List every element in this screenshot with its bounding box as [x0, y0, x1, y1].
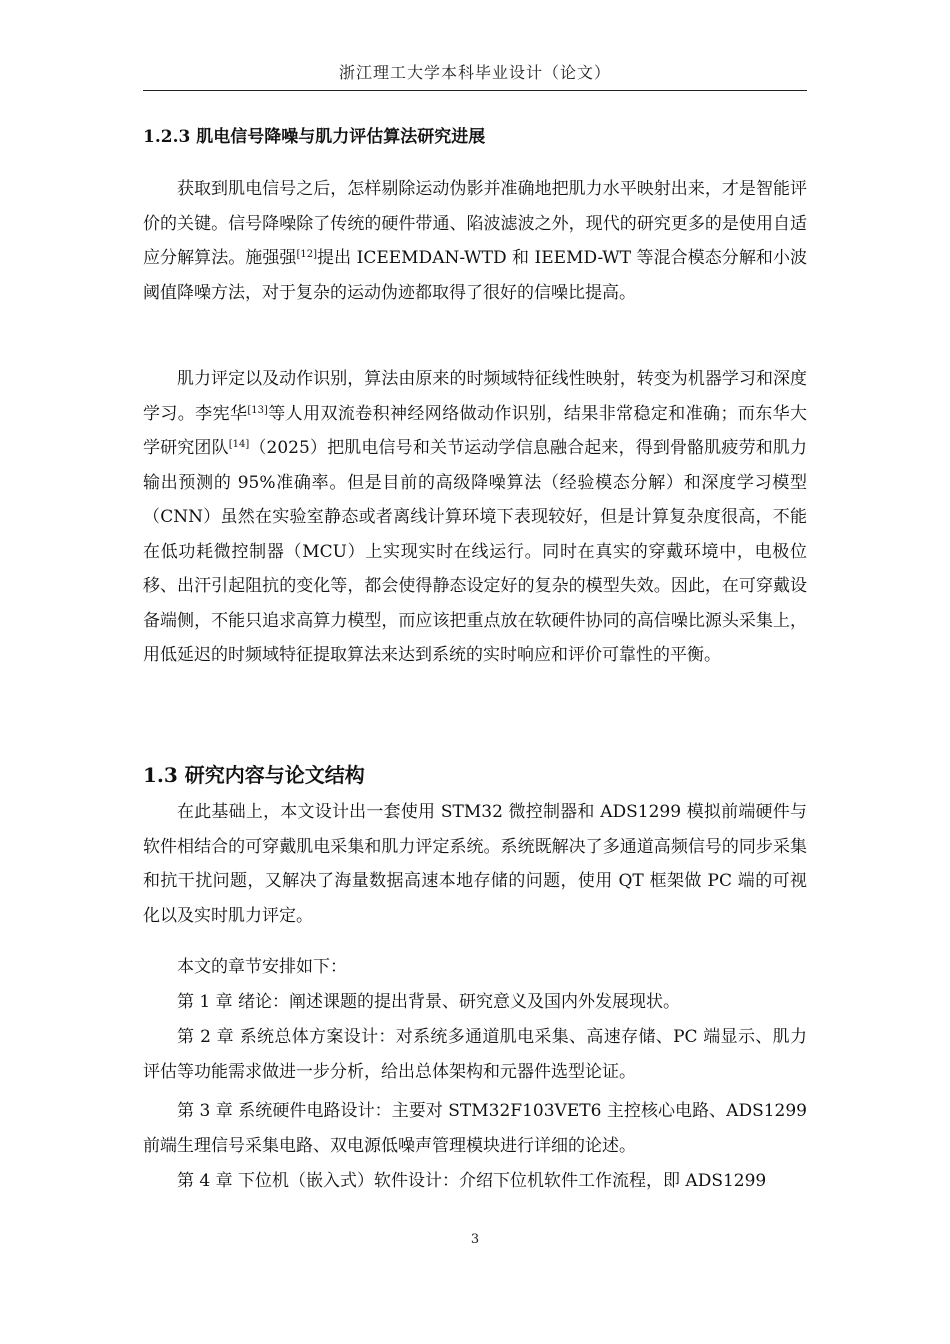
- paragraph-chapter-intro: 本文的章节安排如下：: [177, 957, 347, 977]
- paragraph-research-content: 在此基础上，本文设计出一套使用 STM32 微控制器和 ADS1299 模拟前端硬件与软件相结合的可穿戴肌电采集和肌力评定系统。系统既解决了多通道高频信号的同步采集和抗干扰问题，又解决了海量数据高速本地存储的问题，使用 QT 框架做 PC 端的可视化以及实时肌力评定。: [143, 802, 807, 926]
- chapter-2-item: 第 2 章 系统总体方案设计：对系统多通道肌电采集、高速存储、PC 端显示、肌力评估等功能需求做进一步分析，给出总体架构和元器件选型论证。: [143, 1027, 807, 1082]
- paragraph-denoising: [143, 172, 807, 310]
- section-heading: 1.3 研究内容与论文结构: [143, 763, 365, 787]
- paragraph-text: 等人用双流卷积神经网络做动作识别，结果非常稳定和准确；而东华大学研究团队: [143, 403, 808, 458]
- chapter-4-item: 第 4 章 下位机（嵌入式）软件设计：介绍下位机软件工作流程，即 ADS1299: [177, 1171, 767, 1191]
- running-header: 浙江理工大学本科毕业设计（论文）: [338, 63, 611, 82]
- paragraph-text: 肌力评定以及动作识别，算法由原来的时频域特征线性映射，转变为机器学习和深度学习。李宪华: [143, 369, 807, 424]
- citation-13: [13]: [247, 404, 268, 416]
- chapter-1-item: 第 1 章 绪论：阐述课题的提出背景、研究意义及国内外发展现状。: [177, 992, 681, 1012]
- page-number: 3: [470, 1232, 480, 1247]
- citation-12: [12]: [296, 249, 317, 260]
- paragraph-text: 获取到肌电信号之后，怎样剔除运动伪影并准确地把肌力水平映射出来，才是智能评价的关键。信号降噪除了传统的硬件带通、陷波滤波之外，现代的研究更多的是使用自适应分解算法。施强强: [143, 179, 807, 268]
- chapter-3-item: 第 3 章 系统硬件电路设计：主要对 STM32F103VET6 主控核心电路、ADS1299 前端生理信号采集电路、双电源低噪声管理模块进行详细的论述。: [143, 1101, 807, 1156]
- subsection-heading: 1.2.3 肌电信号降噪与肌力评估算法研究进展: [143, 127, 486, 147]
- paragraph-text: （2025）把肌电信号和关节运动学信息融合起来，得到骨骼肌疲劳和肌力输出预测的 95%准确率。但是目前的高级降噪算法（经验模态分解）和深度学习模型（CNN）虽然在实验室静态或者离线计算环境下表现较好，但是计算复杂度很高，不能在低功耗微控制器（MCU）上实现实时在线运行。同时在真实的穿戴环境中，电极位移、出汗引起阻抗的变化等，都会使得静态设定好的复杂的模型失效。因此，在可穿戴设备端侧，不能只追求高算力模型，而应该把重点放在软硬件协同的高信噪比源头采集上，用低延迟的时频域特征提取算法来达到系统的实时响应和评价可靠性的平衡。: [143, 438, 808, 665]
- header-divider: [143, 90, 807, 91]
- paragraph-muscle-strength: [143, 362, 807, 673]
- citation-14: [14]: [228, 439, 250, 450]
- paragraph-text: 提出 ICEEMDAN-WTD 和 IEEMD-WT 等混合模态分解和小波阈值降噪方法，对于复杂的运动伪迹都取得了很好的信噪比提高。: [143, 248, 807, 303]
